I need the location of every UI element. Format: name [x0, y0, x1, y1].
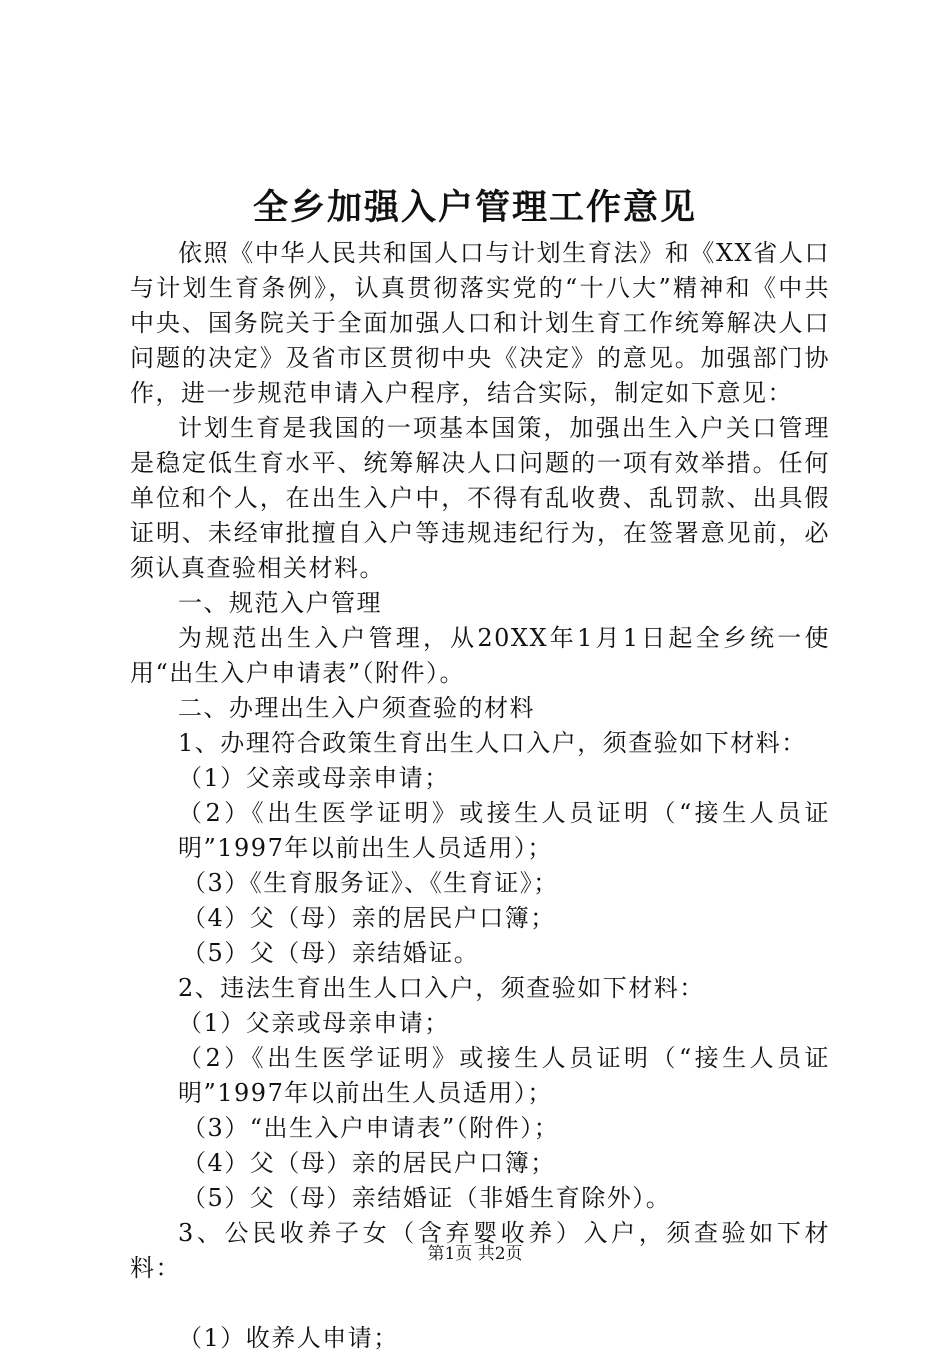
list-item: （4）父（母）亲的居民户口簿；: [182, 1149, 556, 1177]
page-footer: 第1页 共2页: [427, 1244, 523, 1264]
list-item: （2）《出生医学证明》或接生人员证明（“接生人员证明”1997年以前出生人员适用）；: [178, 799, 830, 862]
subsection-2-heading: 2、违法生育出生人口入户，须查验如下材料：: [178, 974, 705, 1002]
list-item: （1）父亲或母亲申请；: [178, 1009, 450, 1037]
list-item: （1）父亲或母亲申请；: [178, 764, 450, 792]
list-item: （1）收养人申请；: [178, 1324, 399, 1352]
document-title: 全乡加强入户管理工作意见: [252, 187, 697, 228]
list-item: （3）“出生入户申请表”（附件）；: [182, 1114, 560, 1142]
section-heading-1: 一、规范入户管理: [178, 589, 382, 617]
intro-paragraph: 依照《中华人民共和国人口与计划生育法》和《XX省人口与计划生育条例》，认真贯彻落实党的“十八大”精神和《中共中央、国务院关于全面加强人口和计划生育工作统筹解决人口问题的决定》及省市区贯彻中央《决定》的意见。加强部门协作，进一步规范申请入户程序，结合实际，制定如下意见：: [130, 239, 830, 407]
list-item: （4）父（母）亲的居民户口簿；: [182, 904, 556, 932]
subsection-1-heading: 1、办理符合政策生育出生人口入户，须查验如下材料：: [178, 729, 807, 757]
list-item: （3）《生育服务证》、《生育证》；: [182, 869, 559, 897]
subsection-3-heading: 3、公民收养子女（含弃婴收养）入户，须查验如下材料：: [130, 1219, 830, 1282]
list-item: （2）《出生医学证明》或接生人员证明（“接生人员证明”1997年以前出生人员适用）；: [178, 1044, 830, 1107]
section-heading-2: 二、办理出生入户须查验的材料: [178, 694, 535, 722]
list-item: （5）父（母）亲结婚证（非婚生育除外）。: [182, 1184, 672, 1212]
section-1-paragraph: 为规范出生入户管理，从20XX年1月1日起全乡统一使用“出生入户申请表”（附件）。: [130, 624, 830, 687]
document-body: [130, 236, 830, 1356]
list-item: （5）父（母）亲结婚证。: [182, 939, 480, 967]
policy-paragraph: 计划生育是我国的一项基本国策，加强出生入户关口管理是稳定低生育水平、统筹解决人口问题的一项有效举措。任何单位和个人，在出生入户中，不得有乱收费、乱罚款、出具假证明、未经审批擅自入户等违规违纪行为，在签署意见前，必须认真查验相关材料。: [130, 414, 830, 582]
